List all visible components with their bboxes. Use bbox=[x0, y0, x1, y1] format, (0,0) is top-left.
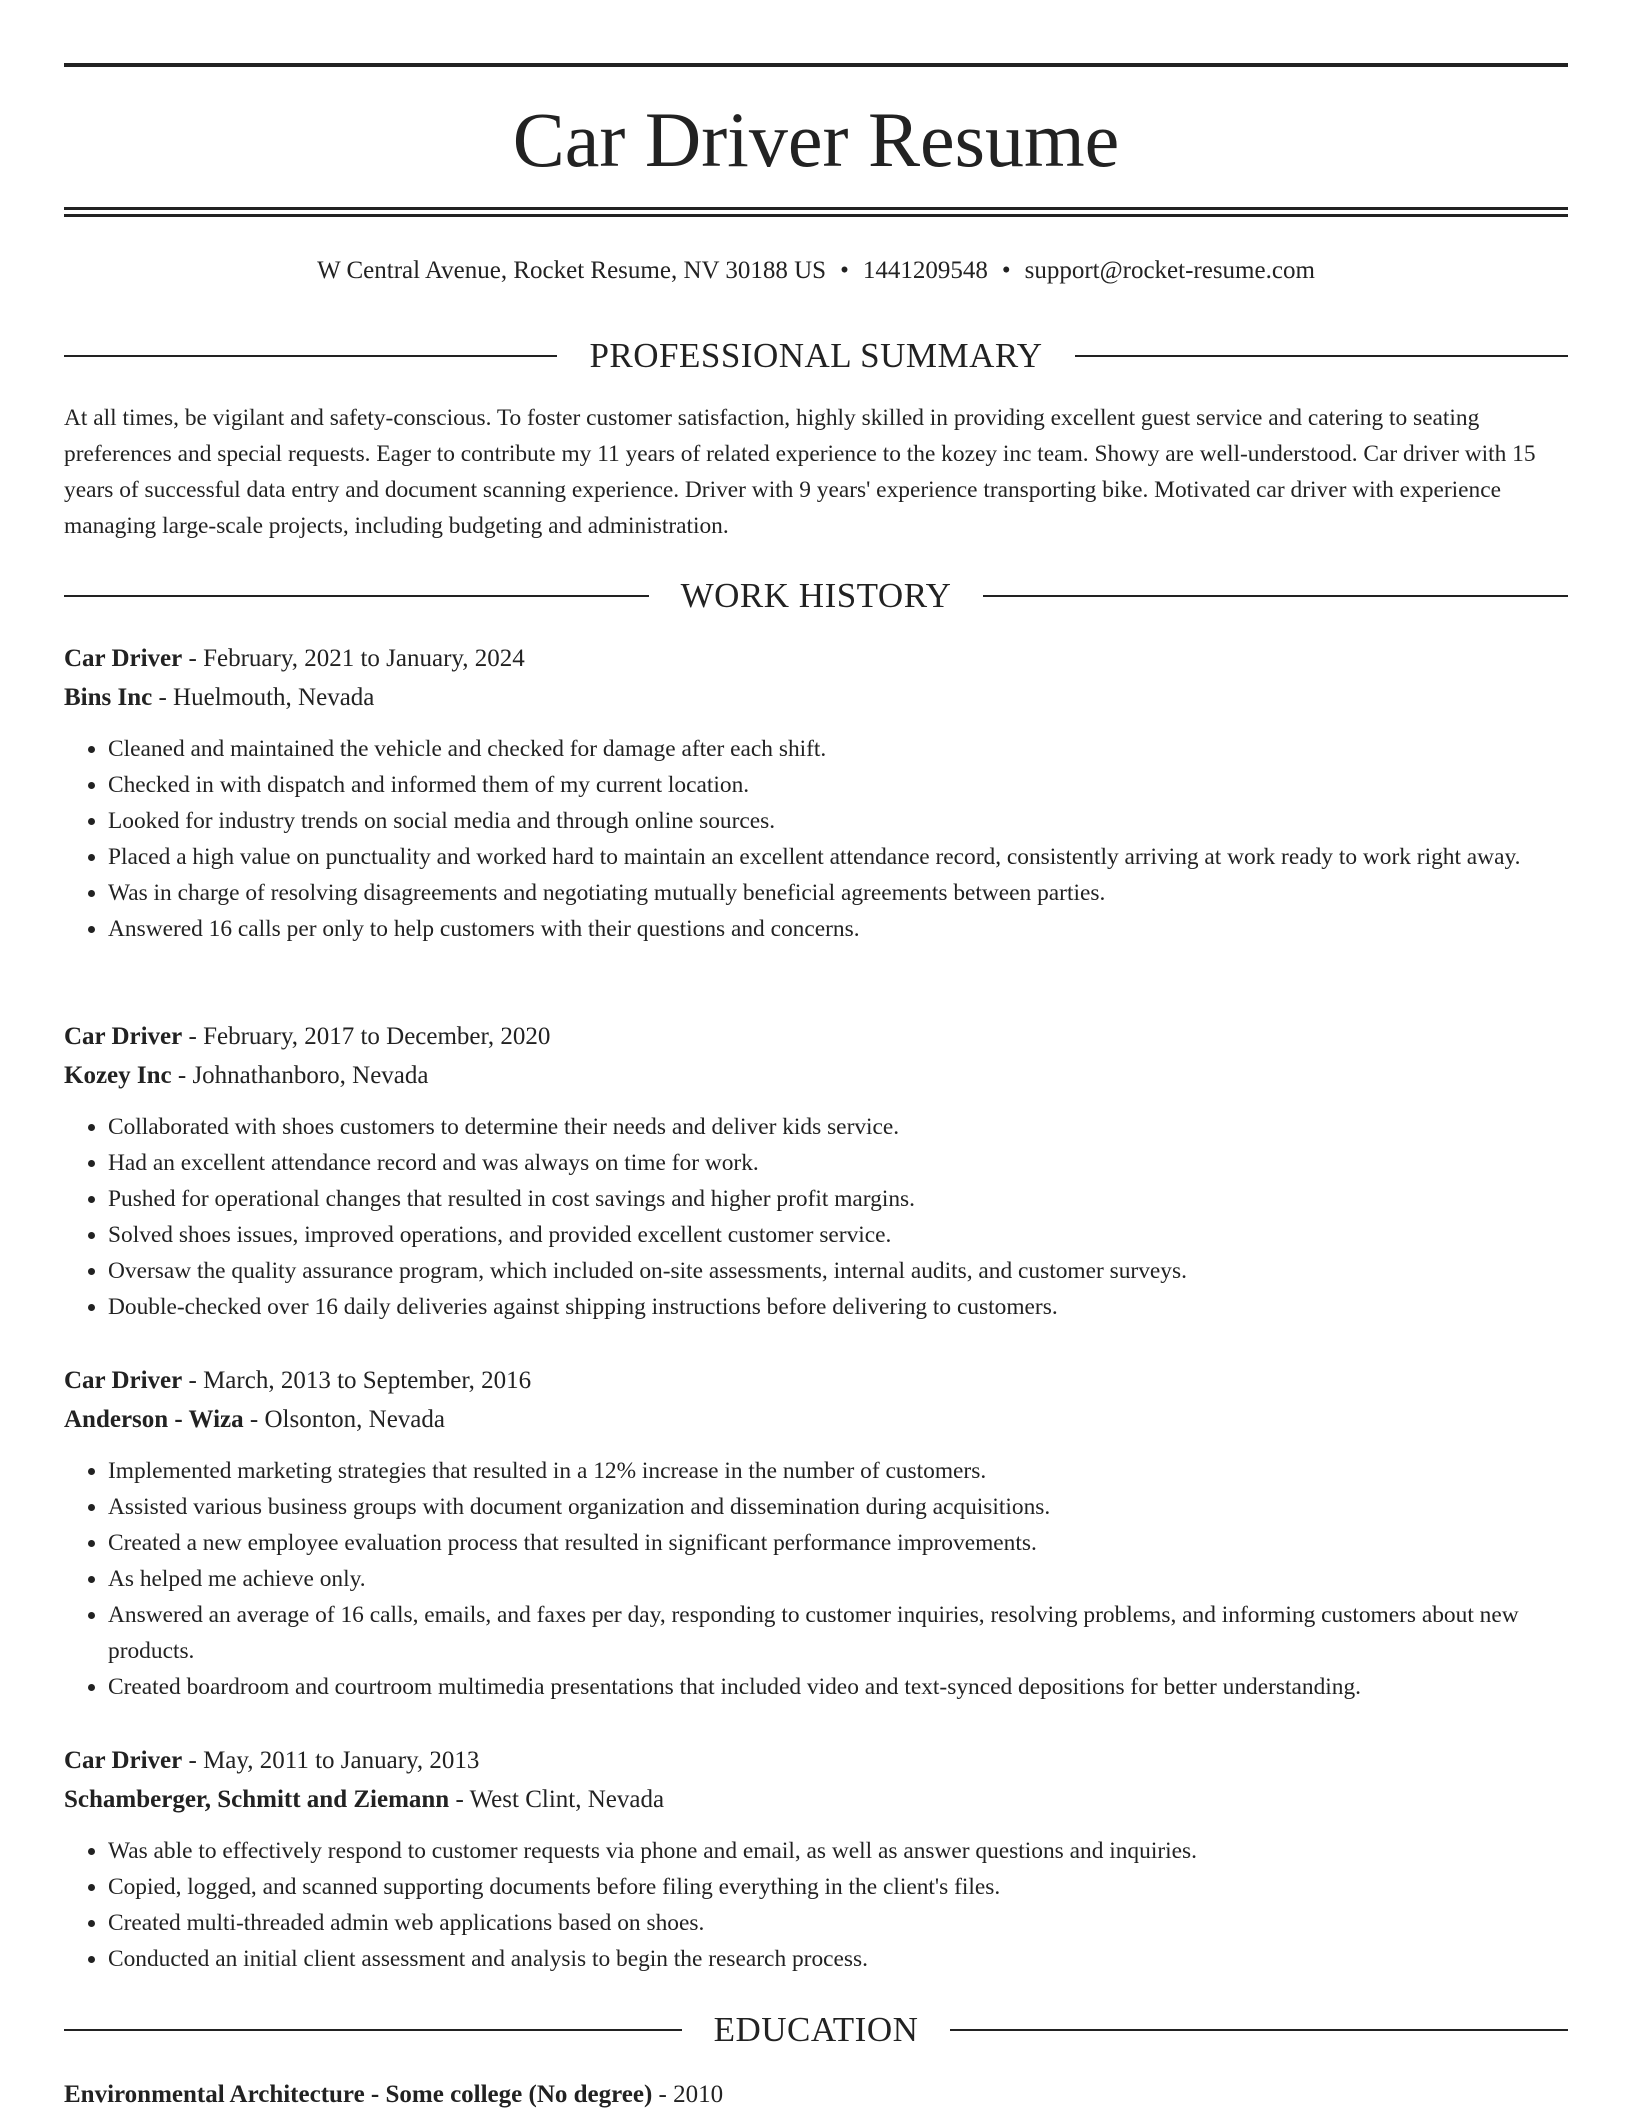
list-item: • Collaborated with shoes customers to determine their needs and deliver kids service. bbox=[108, 1109, 1568, 1145]
job-company-line bbox=[64, 1401, 1568, 1439]
job-role-line bbox=[64, 1362, 1568, 1400]
section-rule-left bbox=[64, 595, 649, 597]
job-location: - Olsonton, Nevada bbox=[243, 1406, 445, 1433]
section-rule-left bbox=[64, 2029, 682, 2031]
job-title: Car Driver bbox=[64, 1367, 183, 1394]
contact-separator: • bbox=[840, 257, 849, 284]
contact-separator: • bbox=[1001, 257, 1011, 284]
list-item: • Checked in with dispatch and informed them of my current location. bbox=[108, 767, 1568, 803]
list-item: • Created boardroom and courtroom multimedia presentations that included video and text-synced depositions for better understanding. bbox=[108, 1669, 1568, 1705]
job-entry bbox=[64, 640, 1568, 947]
education-entry bbox=[64, 2076, 1568, 2114]
job-title: Car Driver bbox=[64, 645, 183, 672]
job-location: - Huelmouth, Nevada bbox=[152, 684, 375, 711]
list-item: • Had an excellent attendance record and was always on time for work. bbox=[108, 1145, 1568, 1181]
resume-title: Car Driver Resume bbox=[512, 96, 1120, 183]
job-title: Car Driver bbox=[64, 1023, 183, 1050]
list-item: • Placed a high value on punctuality and worked hard to maintain an excellent attendance record, consistently arriving at work ready to work right away. bbox=[108, 839, 1568, 875]
job-company: Anderson - Wiza bbox=[64, 1406, 244, 1433]
list-item: • Was able to effectively respond to customer requests via phone and email, as well as answer questions and inquiries. bbox=[108, 1833, 1568, 1869]
list-item: • Pushed for operational changes that resulted in cost savings and higher profit margins. bbox=[108, 1181, 1568, 1217]
education-year: - 2010 bbox=[652, 2081, 724, 2108]
job-title: Car Driver bbox=[64, 1747, 183, 1774]
summary-text: At all times, be vigilant and safety-conscious. To foster customer satisfaction, highly skilled in providing excellent guest service and catering to seating preferences and special requests. Eager to contribute my 11 years of related experience to the kozey inc team. Showy are well-understood. Car driver with 15 years of successful data entry and document scanning experience. Driver with 9 years' experience transporting bike. Motivated car driver with experience managing large-scale projects, including budgeting and administration. bbox=[64, 405, 1536, 539]
job-role-line bbox=[64, 1742, 1568, 1780]
section-title: WORK HISTORY bbox=[680, 576, 952, 615]
job-dates: - May, 2011 to January, 2013 bbox=[182, 1747, 480, 1774]
section-heading-work-history bbox=[64, 574, 1568, 618]
job-duties-list bbox=[64, 1453, 1568, 1705]
job-entry bbox=[64, 1742, 1568, 1977]
list-item: • Copied, logged, and scanned supporting documents before filing everything in the client's files. bbox=[108, 1869, 1568, 1905]
contact-address: W Central Avenue, Rocket Resume, NV 30188 US bbox=[317, 257, 827, 284]
contact-email: support@rocket-resume.com bbox=[1024, 257, 1315, 284]
job-company: Kozey Inc bbox=[64, 1062, 172, 1089]
job-role-line bbox=[64, 1018, 1568, 1056]
list-item: • Solved shoes issues, improved operations, and provided excellent customer service. bbox=[108, 1217, 1568, 1253]
header-double-rule bbox=[64, 207, 1568, 217]
list-item: • Created multi-threaded admin web applications based on shoes. bbox=[108, 1905, 1568, 1941]
job-duties-list bbox=[64, 1109, 1568, 1325]
job-role-line bbox=[64, 640, 1568, 678]
section-title: PROFESSIONAL SUMMARY bbox=[589, 336, 1043, 375]
list-item: • Looked for industry trends on social media and through online sources. bbox=[108, 803, 1568, 839]
list-item: • Cleaned and maintained the vehicle and checked for damage after each shift. bbox=[108, 731, 1568, 767]
job-duties-list bbox=[64, 731, 1568, 947]
job-company-line bbox=[64, 679, 1568, 717]
section-heading-summary bbox=[64, 334, 1568, 378]
job-duties-list bbox=[64, 1833, 1568, 1977]
section-rule-left bbox=[64, 355, 557, 357]
job-dates: - February, 2021 to January, 2024 bbox=[182, 645, 525, 672]
list-item: • Was in charge of resolving disagreements and negotiating mutually beneficial agreements between parties. bbox=[108, 875, 1568, 911]
list-item: • Oversaw the quality assurance program, which included on-site assessments, internal audits, and customer surveys. bbox=[108, 1253, 1568, 1289]
list-item: • Created a new employee evaluation process that resulted in significant performance improvements. bbox=[108, 1525, 1568, 1561]
job-entry bbox=[64, 1362, 1568, 1705]
list-item: • Assisted various business groups with document organization and dissemination during acquisitions. bbox=[108, 1489, 1568, 1525]
section-rule-right bbox=[1075, 355, 1568, 357]
list-item: • As helped me achieve only. bbox=[108, 1561, 1568, 1597]
section-heading-education bbox=[64, 2008, 1568, 2052]
list-item: • Answered 16 calls per only to help customers with their questions and concerns. bbox=[108, 911, 1568, 947]
job-company: Bins Inc bbox=[64, 684, 153, 711]
section-rule-right bbox=[950, 2029, 1568, 2031]
list-item: • Conducted an initial client assessment and analysis to begin the research process. bbox=[108, 1941, 1568, 1977]
job-location: - Johnathanboro, Nevada bbox=[171, 1062, 429, 1089]
job-dates: - February, 2017 to December, 2020 bbox=[182, 1023, 551, 1050]
header-top-rule bbox=[64, 63, 1568, 67]
contact-phone: 1441209548 bbox=[862, 257, 988, 284]
contact-line bbox=[64, 254, 1568, 288]
section-title: EDUCATION bbox=[713, 2010, 919, 2049]
section-rule-right bbox=[983, 595, 1568, 597]
job-company-line bbox=[64, 1057, 1568, 1095]
list-item: • Implemented marketing strategies that resulted in a 12% increase in the number of customers. bbox=[108, 1453, 1568, 1489]
job-dates: - March, 2013 to September, 2016 bbox=[182, 1367, 532, 1394]
job-location: - West Clint, Nevada bbox=[449, 1786, 665, 1813]
job-company: Schamberger, Schmitt and Ziemann bbox=[64, 1786, 450, 1813]
list-item: • Double-checked over 16 daily deliveries against shipping instructions before delivering to customers. bbox=[108, 1289, 1568, 1325]
list-item: • Answered an average of 16 calls, emails, and faxes per day, responding to customer inquiries, resolving problems, and informing customers about new products. bbox=[108, 1597, 1568, 1669]
job-entry bbox=[64, 1018, 1568, 1325]
job-company-line bbox=[64, 1781, 1568, 1819]
education-degree: Environmental Architecture - Some college (No degree) bbox=[64, 2081, 653, 2108]
